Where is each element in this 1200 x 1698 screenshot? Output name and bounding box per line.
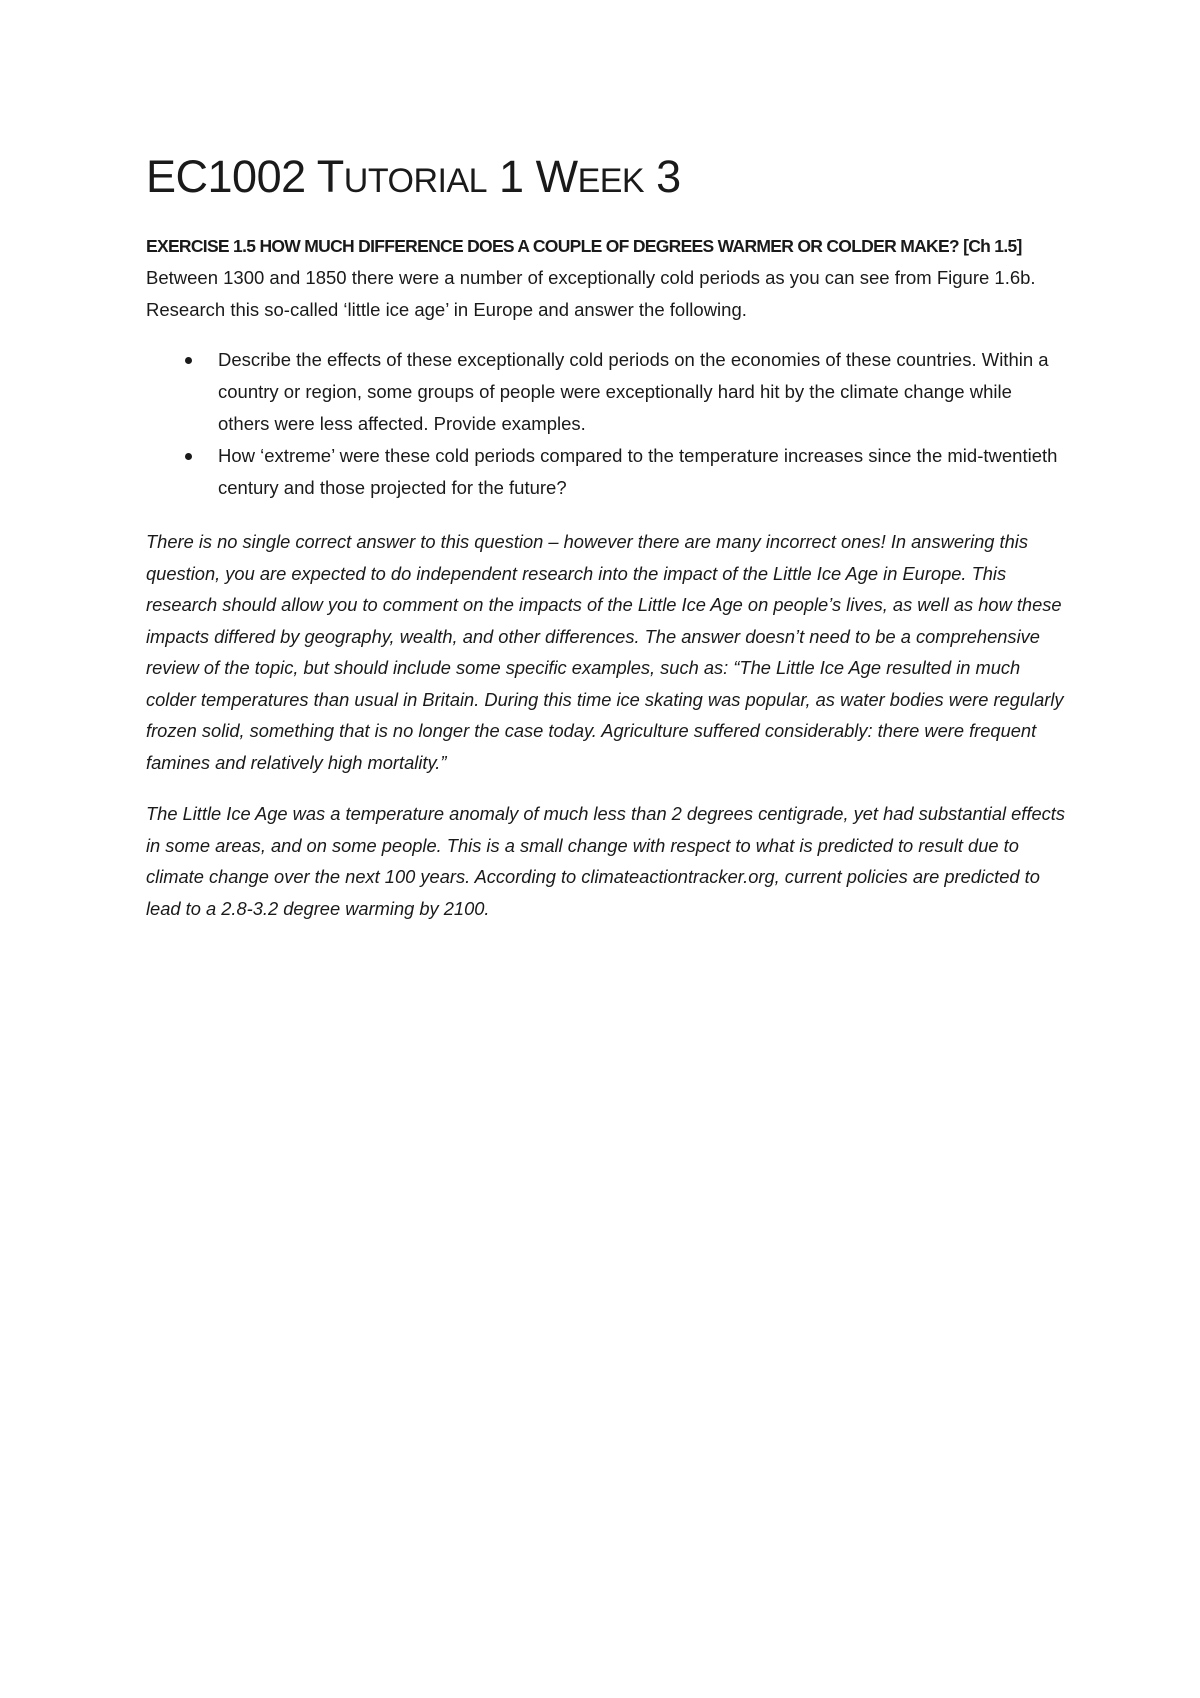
title-suffix: 3: [644, 151, 681, 202]
intro-paragraph: Between 1300 and 1850 there were a number of exceptionally cold periods as you can see from Figure 1.6b. Research this so-called ‘little ice age’ in Europe and answer the following.: [146, 267, 1036, 320]
document-content: [146, 150, 1066, 924]
title-smallcaps-2: EEK: [577, 162, 645, 200]
answer-paragraph-1: There is no single correct answer to this question – however there are many incorrect ones! In answering this question, you are expected to do independent research into the impact of the Little Ice Age in Europe. This research should allow you to comment on the impacts of the Little Ice Age on people’s lives, as well as how these impacts differed by geography, wealth, and other differences. The answer doesn’t need to be a comprehensive review of the topic, but should include some specific examples, such as: “The Little Ice Age resulted in much colder temperatures than usual in Britain. During this time ice skating was popular, as water bodies were regularly frozen solid, something that is no longer the case today. Agriculture suffered considerably: there were frequent famines and relatively high mortality.”: [146, 531, 1064, 773]
list-item-text: Describe the effects of these exceptionally cold periods on the economies of these countries. Within a country or region, some groups of people were exceptionally hard hit by the climate change while others were less affected. Provide examples.: [218, 349, 1049, 434]
title-smallcaps-1: UTORIAL: [343, 162, 488, 200]
list-item-text: How ‘extreme’ were these cold periods compared to the temperature increases since the mid-twentieth century and those projected for the future?: [218, 445, 1058, 498]
bullet-icon: [185, 453, 192, 460]
title-mid: 1 W: [487, 151, 578, 202]
answer-paragraph-2: The Little Ice Age was a temperature anomaly of much less than 2 degrees centigrade, yet had substantial effects in some areas, and on some people. This is a small change with respect to what is predicted to result due to climate change over the next 100 years. According to climateactiontracker.org, current policies are predicted to lead to a 2.8-3.2 degree warming by 2100.: [146, 803, 1065, 919]
list-item: [146, 344, 1066, 440]
exercise-heading: EXERCISE 1.5 HOW MUCH DIFFERENCE DOES A COUPLE OF DEGREES WARMER OR COLDER MAKE? [Ch 1.5]: [146, 236, 1022, 256]
page-title: [146, 150, 1066, 204]
bullet-icon: [185, 357, 192, 364]
question-list: [146, 344, 1066, 504]
title-prefix: EC1002 T: [146, 151, 344, 202]
list-item: [146, 440, 1066, 504]
